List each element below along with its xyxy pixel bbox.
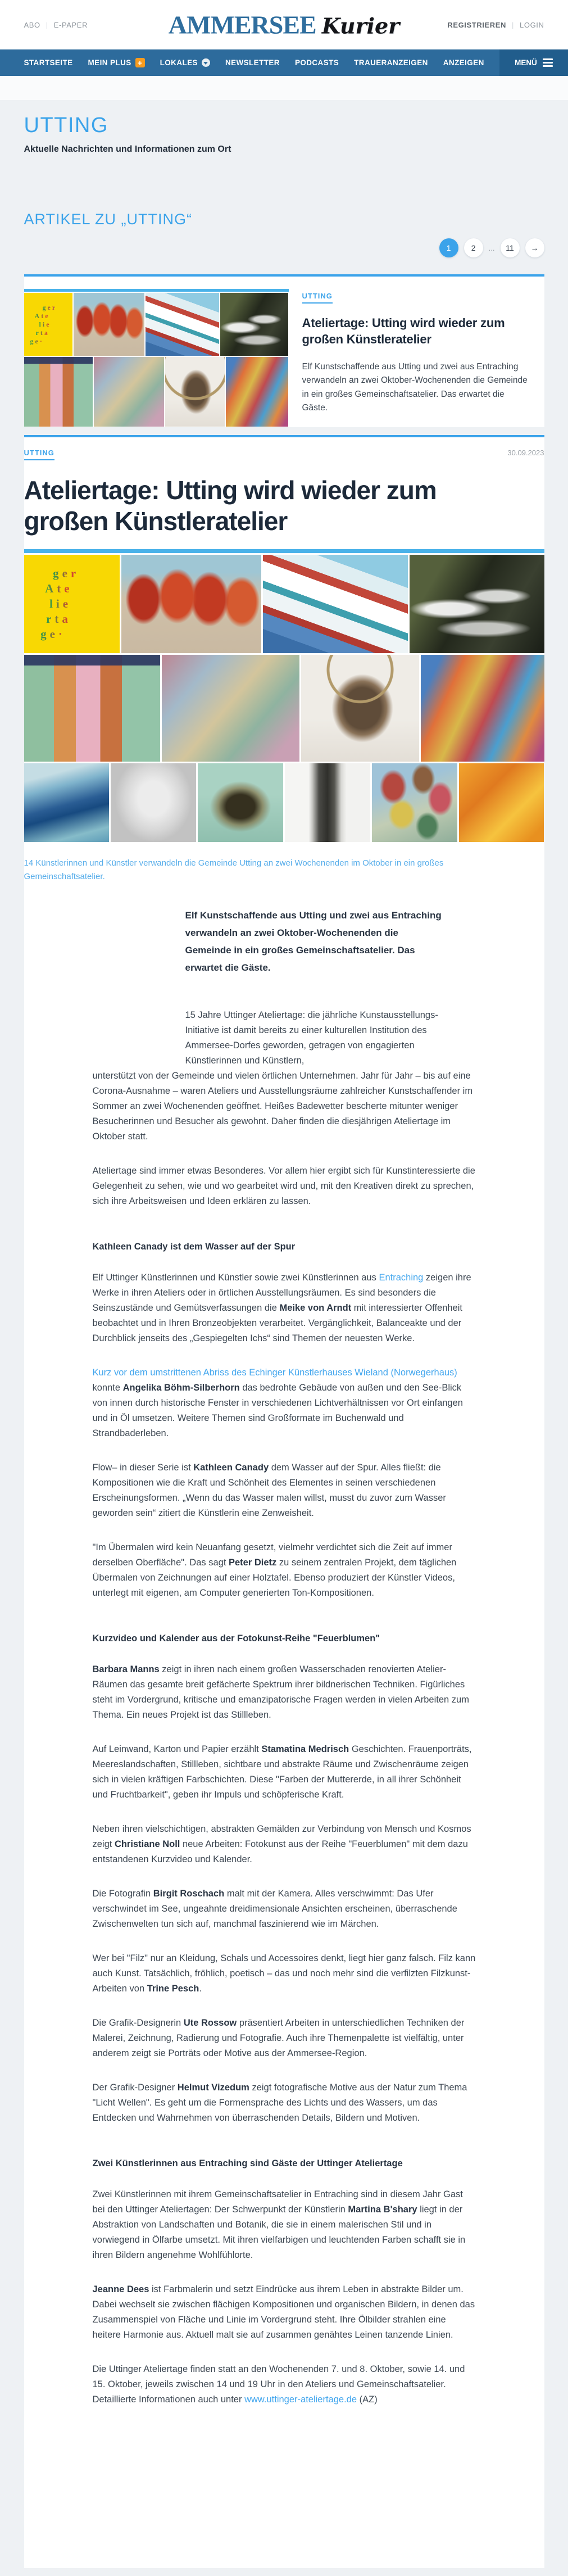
- header-right-links: [447, 21, 544, 29]
- body-paragraph: [93, 1951, 476, 1996]
- section-heading: Kurzvideo und Kalender aus der Fotokunst-Reihe "Feuerblumen": [92, 1633, 380, 1644]
- body-paragraph: [93, 1742, 476, 1803]
- text-segment: dem Wasser auf der Spur. Alles fließt: die Kompositionen wie die Kraft und Schönheit des Elementes in seinen verschiedenen Erscheinungsformen. „Wenn du das Wasser malen willst, musst du zuvor zum Wasser geworden sein“ zitiert die Künstlerin eine Zenweisheit.: [92, 1462, 446, 1518]
- article-list-heading: ARTIKEL ZU „UTTING“: [24, 211, 193, 228]
- body-paragraph: [93, 2282, 476, 2343]
- text-segment: malt mit der Kamera. Alles verschwimmt: Das Ufer verschwindet im See, ungeahnte dreidimensionale Ansichten erscheinen, überraschende Zwischenwelten tun sich auf, manchmal faszinierend wie im Märchen.: [92, 1888, 457, 1929]
- divider: |: [46, 20, 48, 29]
- artist-name: Martina B'shary: [348, 2204, 417, 2215]
- body-paragraph: 15 Jahre Uttinger Ateliertage: die jährliche Kunstausstellungs-Initiative ist damit bereits zu einer kulturellen Institution des Ammersee-Dorfes geworden, getragen von engagierten Künstlerinnen und Künstlern,: [185, 1009, 438, 1066]
- artwork-thumbnail-pomegranates: [74, 293, 144, 356]
- artwork-thumbnail-folk-pattern: [24, 357, 93, 427]
- location-section: [0, 100, 568, 435]
- article-title: Ateliertage: Utting wird wieder zum großen Künstleratelier: [24, 476, 437, 536]
- text-segment: Auf Leinwand, Karton und Papier erzählt: [92, 1744, 262, 1754]
- text-segment: Neben ihren vielschichtigen, abstrakten Gemälden zur Verbindung von Mensch und Kosmos zeigt: [92, 1823, 471, 1849]
- artwork-thumbnail-water-sparkle: [410, 555, 544, 653]
- body-paragraph: [93, 1270, 476, 1346]
- artist-name: Barbara Manns: [92, 1664, 160, 1674]
- artwork-thumbnail-pomegranates: [121, 555, 261, 653]
- artist-name: Kathleen Canady: [193, 1462, 269, 1473]
- menu-label: MENÜ: [515, 58, 537, 67]
- text-segment: Zwei Künstlerinnen mit ihrem Gemeinschaftsatelier in Entraching sind in diesem Jahr Gast bei den Uttinger Ateliertagen: Der Schwerpunkt der Künstlerin: [92, 2189, 463, 2215]
- artist-name: Angelika Böhm-Silberhorn: [122, 1382, 240, 1393]
- nav-item-startseite[interactable]: STARTSEITE: [24, 58, 73, 67]
- nav-item-podcasts[interactable]: PODCASTS: [294, 58, 339, 67]
- text-segment: Flow– in dieser Serie ist: [92, 1462, 194, 1473]
- text-segment: zeigt fotografische Motive aus der Natur zum Thema "Licht Wellen". Es geht um die Formensprache des Lichts und des Wassers, um das Entdecken und Wahrnehmen von überraschenden Details, Bildern und Motiven.: [92, 2082, 467, 2123]
- nav-item-traueranzeigen[interactable]: TRAUERANZEIGEN: [354, 58, 428, 67]
- artwork-thumbnail-boats: [263, 555, 408, 653]
- article-date: 30.09.2023: [507, 449, 544, 457]
- registrieren-link[interactable]: REGISTRIEREN: [447, 20, 507, 29]
- hamburger-icon: [543, 58, 553, 67]
- plus-badge-icon: +: [135, 58, 145, 67]
- artist-name: Meike von Arndt: [279, 1302, 352, 1313]
- artwork-thumbnail-folk-pattern: [24, 655, 160, 762]
- text-segment: zu seinem zentralen Projekt, dem täglichen Übermalen von Zeichnungen auf einer Holztafel. Ebenso produziert der Künstler Videos, unterlegt mit eigenen, am Computer generierten Ton-Kompositionen.: [92, 1557, 457, 1598]
- nav-item-newsletter[interactable]: NEWSLETTER: [225, 58, 280, 67]
- artwork-thumbnail-water-sparkle: [220, 293, 289, 356]
- kuenstlerhaus-link[interactable]: Kurz vor dem umstrittenen Abriss des Echinger Künstlerhauses Wieland (Norwegerhaus): [92, 1367, 457, 1378]
- text-segment: Die Uttinger Ateliertage finden statt an den Wochenenden 7. und 8. Oktober, sowie 14. und 15. Oktober, jeweils zwischen 14 und 19 Uhr in den Ateliers und Gemeinschaftsatelier. Detaillierte Informationen auch unter: [92, 2364, 465, 2405]
- text-segment: Der Grafik-Designer: [92, 2082, 178, 2093]
- artwork-thumbnail-abstract-pastel: [162, 655, 299, 762]
- body-paragraph: [93, 1886, 476, 1932]
- section-heading: Kathleen Canady ist dem Wasser auf der Spur: [92, 1241, 296, 1252]
- text-segment: Die Grafik-Designerin: [92, 2017, 184, 2028]
- article: [24, 435, 544, 2568]
- text-segment: konnte: [92, 1382, 123, 1393]
- pagination: [24, 238, 544, 257]
- text-segment: mit interessierter Offenheit beobachtet und in Ihren Bronzeobjekten verarbeitet. Vergänglichkeit, Balanceakte und der Durchblick jenseits des „Gespiegelten Ichs“ sind Themen der neuesten Werke.: [92, 1302, 462, 1343]
- collage-top-strip: [24, 549, 544, 553]
- body-paragraph: unterstützt von der Gemeinde und vielen örtlichen Unternehmen. Jahr für Jahr – bis auf eine Corona-Ausnahme – waren Ateliers und Ausstellungsräume zahlreicher Kunstschaffender im Sommer an zwei Wochenenden geöffnet. Heißes Badewetter bescherte mitunter weniger Besucherinnen und Besucher als gewohnt. Daher finden die diesjährigen Ateliertage im Oktober statt.: [92, 1070, 473, 1142]
- site-logo[interactable]: [169, 10, 399, 40]
- artist-name: Christiane Noll: [114, 1839, 180, 1849]
- text-segment: liegt in der Abstraktion von Landschaften und Botanik, die sie in einem malerischen Stil und in vorwiegend in Ölfarbe umsetzt. Mit ihren vielfarbigen und leuchtenden Farben schafft sie in ihren Bildern angenehme Wohlfühlorte.: [92, 2204, 466, 2260]
- text-segment: zeigen ihre Werke in ihren Ateliers oder in örtlichen Ausstellungsräumen. Es sind besonders die Seinszustände und Gemütsverfassungen die: [92, 1272, 471, 1313]
- text-segment: Elf Uttinger Künstlerinnen und Künstler sowie zwei Künstlerinnen aus: [92, 1272, 379, 1283]
- teaser-kicker[interactable]: UTTING: [302, 292, 333, 304]
- teaser-title[interactable]: Ateliertage: Utting wird wieder zum großen Künstleratelier: [302, 316, 505, 347]
- logo-wordmark: AMMERSEE: [168, 10, 316, 39]
- location-hero: [24, 100, 544, 155]
- nav-item-lokales[interactable]: [160, 58, 210, 67]
- body-paragraph: [93, 1822, 476, 1867]
- article-intro: Elf Kunstschaffende aus Utting und zwei aus Entraching verwandeln an zwei Oktober-Wochenenden die Gemeinde in ein großes Gemeinschaftsatelier. Das erwartet die Gäste.: [185, 909, 442, 973]
- body-paragraph: [93, 2362, 476, 2407]
- article-section: [0, 435, 568, 2576]
- artwork-thumbnail-poster: ger Ate lie rta ge·: [24, 555, 120, 653]
- pagination-ellipsis: ...: [488, 243, 495, 252]
- teaser-image[interactable]: [24, 277, 289, 427]
- login-link[interactable]: LOGIN: [520, 20, 544, 29]
- body-paragraph: [93, 2016, 476, 2061]
- article-body: [93, 907, 476, 2407]
- artwork-thumbnail-color-blobs: [372, 763, 457, 842]
- image-caption: 14 Künstlerinnen und Künstler verwandeln die Gemeinde Utting an zwei Wochenenden im Oktober in ein großes Gemeinschaftsatelier.: [24, 858, 444, 881]
- article-image-collage: [24, 549, 544, 842]
- artwork-thumbnail-colorful-abstract: [226, 357, 288, 427]
- text-segment: .: [199, 1983, 202, 1994]
- text-segment: zeigt in ihren nach einem großen Wasserschaden renovierten Atelier-Räumen das gesamte breit gefächerte Spektrum ihrer bildnerischen Techniken. Figürliches steht im Vordergrund, kritische und emanzipatorische Fragen werden in vielen Arbeiten zum Thema. Ein neues Projekt ist das Stillleben.: [92, 1664, 469, 1720]
- section-heading: Zwei Künstlerinnen aus Entraching sind Gäste der Uttinger Ateliertage: [92, 2158, 403, 2168]
- artwork-thumbnail-boats: [146, 293, 219, 356]
- divider: |: [512, 20, 515, 29]
- artwork-thumbnail-sculpture: [301, 655, 419, 762]
- nav-item-mein-plus[interactable]: [88, 58, 145, 67]
- artist-name: Helmut Vizedum: [177, 2082, 249, 2093]
- text-segment: Geschichten. Frauenporträts, Meereslandschaften, Stillleben, sichtbare und abstrakte Räume und Zwischenräume zeigen sich in vielen kräftigen Farbschichten. Diese "Farben der Muttererde, in all ihrer Schönheit und Fruchtbarkeit", geben ihr Impuls und schöpferische Kraft.: [92, 1744, 472, 1800]
- artwork-thumbnail-blue-abstract: [24, 763, 110, 842]
- page-subtitle: Aktuelle Nachrichten und Informationen zum Ort: [24, 144, 231, 154]
- collage-top-strip: [24, 289, 289, 292]
- artwork-thumbnail-sculpture: [165, 357, 225, 427]
- text-segment: Die Fotografin: [92, 1888, 153, 1899]
- artwork-thumbnail-poster: ger Ate lie rta ge·: [24, 293, 73, 356]
- body-paragraph: [93, 2187, 476, 2263]
- spacer-strip: [0, 76, 568, 100]
- page-title: UTTING: [24, 114, 108, 137]
- epaper-link[interactable]: E-PAPER: [53, 20, 88, 29]
- text-segment: Wer bei "Filz" nur an Kleidung, Schals und Accessoires denkt, liegt hier ganz falsch. Filz kann auch Kunst. Tatsächlich, fröhlich, poetisch – das und noch mehr sind die verfilzten Filzkunst-Arbeiten von: [92, 1953, 476, 1994]
- artwork-thumbnail-pencil-sketch: [111, 763, 196, 842]
- pagination-next-button[interactable]: →: [525, 238, 544, 257]
- artist-name: Ute Rossow: [183, 2017, 237, 2028]
- text-segment: das bedrohte Gebäude von außen und den See-Blick von innen durch historische Fenster in verschiedenen Lichtverhältnissen vor Ort einfangen und in Öl umsetzen. Weitere Themen sind Großformate im Buchenwald und Strandbaderleben.: [92, 1382, 463, 1438]
- artwork-thumbnail-colorful-abstract: [421, 655, 544, 762]
- article-kicker[interactable]: UTTING: [24, 449, 54, 460]
- teaser-text: Elf Kunstschaffende aus Utting und zwei aus Entraching verwandeln an zwei Oktober-Wochenenden die Gemeinde in ein großes Gemeinschaftsatelier. Das erwartet die Gäste.: [302, 361, 528, 413]
- header-bar: [0, 0, 568, 49]
- artist-name: Birgit Roschach: [153, 1888, 225, 1899]
- nav-item-label: MEIN PLUS: [88, 58, 131, 67]
- nav-item-label: LOKALES: [160, 58, 198, 67]
- pagination-page-2[interactable]: 2: [464, 238, 483, 257]
- text-segment: präsentiert Arbeiten in unterschiedlichen Techniken der Malerei, Zeichnung, Radierung und Fotografie. Auch ihre Themenpalette ist vielfältig, unter anderem zeigt sie Porträts oder Motive aus der Ammersee-Region.: [92, 2017, 465, 2058]
- text-segment: (AZ): [357, 2394, 378, 2405]
- header-left-links: [24, 21, 88, 29]
- artwork-thumbnail-abstract-pastel: [94, 357, 163, 427]
- main-navigation: [0, 49, 568, 76]
- chevron-down-icon: [202, 58, 210, 67]
- artwork-thumbnail-ink-scribble: [285, 763, 370, 842]
- abo-link[interactable]: ABO: [24, 20, 40, 29]
- text-segment: "Im Übermalen wird kein Neuanfang gesetzt, vielmehr verdichtet sich die Zeit auf immer derselben Oberfläche". Das sagt: [92, 1542, 452, 1568]
- body-paragraph: [93, 1460, 476, 1521]
- menu-button[interactable]: [499, 49, 568, 76]
- nav-item-anzeigen[interactable]: ANZEIGEN: [443, 58, 484, 67]
- artwork-thumbnail-orange-texture: [459, 763, 544, 842]
- artist-name: Trine Pesch: [147, 1983, 199, 1994]
- body-paragraph: [93, 1540, 476, 1601]
- artist-name: Peter Dietz: [229, 1557, 277, 1568]
- body-paragraph: Ateliertage sind immer etwas Besonderes. Vor allem hier ergibt sich für Kunstinteressierte die Gelegenheit zu sehen, wie und wo gearbeitet wird und, mit den Kreativen direkt zu sprechen, sich ihre Arbeitsweisen und Ideen erklären zu lassen.: [92, 1165, 475, 1206]
- pagination-page-1[interactable]: 1: [439, 238, 458, 257]
- website-link[interactable]: www.uttinger-ateliertage.de: [244, 2394, 357, 2405]
- artist-name: Stamatina Medrisch: [261, 1744, 349, 1754]
- text-segment: neue Arbeiten: Fotokunst aus der Reihe "Feuerblumen" mit dem dazu entstandenen Kurzvideo und Kalender.: [92, 1839, 468, 1864]
- logo-script: Kurier: [321, 13, 400, 39]
- body-paragraph: [93, 1365, 476, 1441]
- artwork-thumbnail-green-tangle: [198, 763, 283, 842]
- pagination-page-11[interactable]: 11: [501, 238, 520, 257]
- body-paragraph: [93, 2080, 476, 2126]
- article-teaser-card[interactable]: [24, 274, 544, 427]
- body-paragraph: [93, 1662, 476, 1723]
- entraching-link[interactable]: Entraching: [379, 1272, 424, 1283]
- artist-name: Jeanne Dees: [92, 2284, 149, 2294]
- text-segment: ist Farbmalerin und setzt Eindrücke aus ihrem Leben in abstrakte Bilder um. Dabei wechselt sie zwischen flächigen Kompositionen und organischen Bildern, in denen das Zusammenspiel von Fläche und Linie im Vordergrund steht. Ihre Ölbilder strahlen eine heitere Harmonie aus. Aktuell malt sie auf zusammen genähtes Leinen tanzende Linien.: [92, 2284, 475, 2340]
